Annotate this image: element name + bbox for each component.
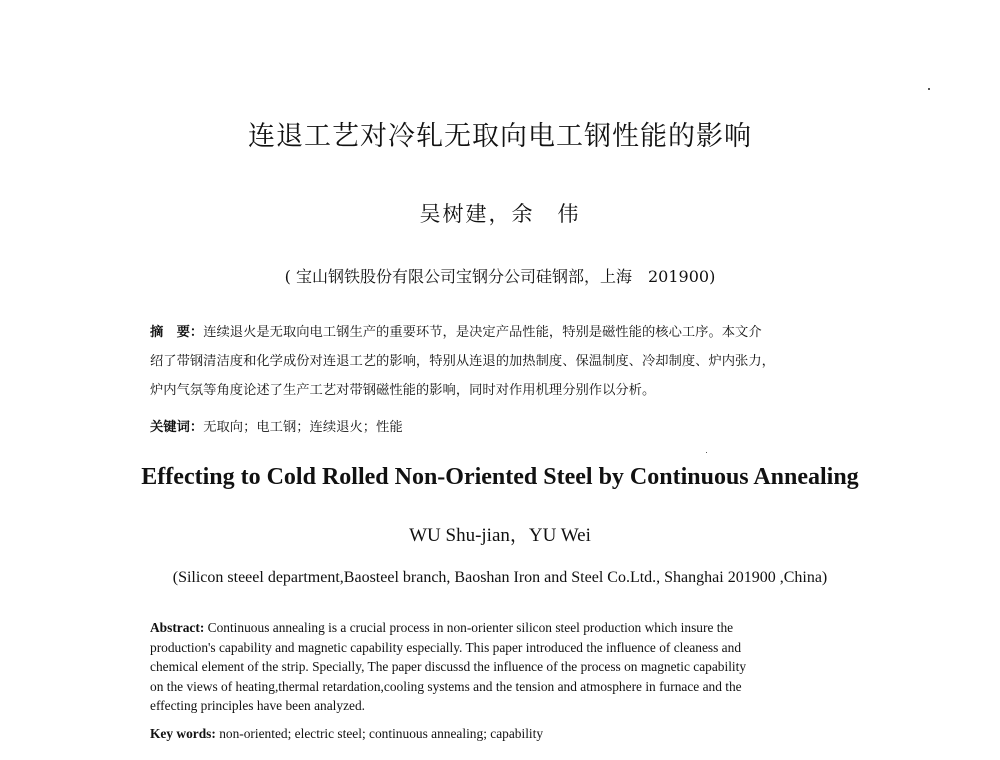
english-authors: WU Shu-jian，YU Wei [409, 525, 591, 546]
english-abstract-line-3: chemical element of the strip. Specially, The paper discussd the influence of the process on magnetic capability [150, 659, 747, 674]
chinese-affiliation: ( 宝山钢铁股份有限公司宝钢分公司硅钢部，上海 201900) [284, 267, 716, 286]
english-abstract-line-5: effecting principles have been analyzed. [150, 698, 366, 713]
scan-speck [706, 452, 707, 453]
scan-speck [928, 88, 930, 90]
chinese-keywords-text: 无取向；电工钢；连续退火；性能 [203, 420, 403, 435]
chinese-abstract-line-1 [150, 318, 865, 347]
chinese-abstract-line-2: 绍了带钢清洁度和化学成份对连退工艺的影响，特别从连退的加热制度、保温制度、冷却制度、炉内张力， [150, 354, 775, 369]
english-abstract-text-1: Continuous annealing is a crucial process in non-orienter silicon steel production which insure the [204, 620, 734, 635]
english-keywords [150, 726, 862, 742]
chinese-authors: 吴树建，余 伟 [419, 202, 581, 226]
chinese-abstract [150, 318, 865, 405]
english-affiliation: (Silicon steeel department,Baosteel branch, Baoshan Iron and Steel Co.Ltd., Shanghai 201900 ,China) [172, 569, 828, 586]
english-abstract-line-2: production's capability and magnetic capability especially. This paper introduced the influence of cleaness and [150, 639, 742, 655]
chinese-keywords [150, 416, 865, 435]
english-abstract-line-4: on the views of heating,thermal retardation,cooling systems and the tension and atmosphere in furnace and the [150, 678, 742, 694]
english-abstract-label: Abstract: [150, 620, 205, 635]
english-keywords-label: Key words: [150, 726, 216, 741]
chinese-abstract-text-1: 连续退火是无取向电工钢生产的重要环节，是决定产品性能，特别是磁性能的核心工序。本文介 [203, 325, 762, 340]
chinese-abstract-label: 摘 要： [150, 325, 204, 340]
english-abstract-line-1 [150, 618, 862, 638]
english-abstract [150, 618, 862, 716]
english-title: Effecting to Cold Rolled Non-Oriented Steel by Continuous Annealing [141, 464, 859, 490]
chinese-keywords-label: 关键词： [150, 420, 204, 435]
english-keywords-text: non-oriented; electric steel; continuous annealing; capability [215, 726, 544, 741]
chinese-abstract-line-3: 炉内气氛等角度论述了生产工艺对带钢磁性能的影响，同时对作用机理分别作以分析。 [150, 383, 656, 398]
chinese-title: 连退工艺对冷轧无取向电工钢性能的影响 [248, 121, 752, 152]
